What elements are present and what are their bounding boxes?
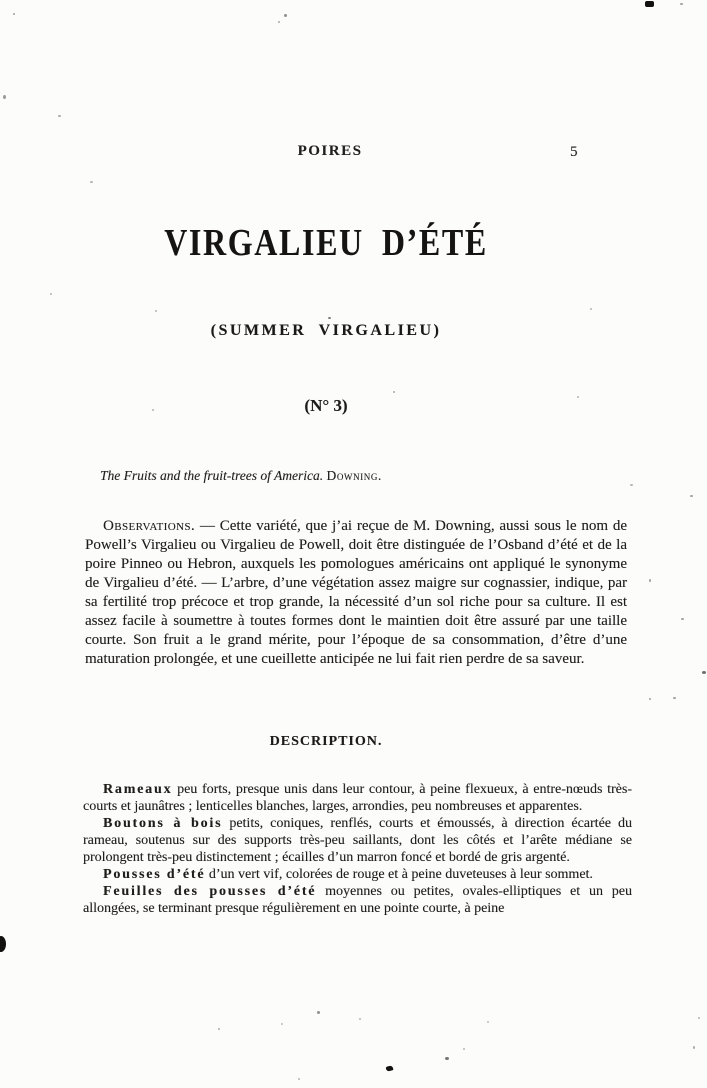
observations-lead: Observations. bbox=[103, 518, 196, 534]
term-label: Rameaux bbox=[103, 782, 173, 797]
term-text: petits, coniques, renflés, courts et émoussés, à direction écartée du rameau, soutenus sur des supports très-peu saillants, dont les côtés et l’arête médiane se prolongent très-peu distinctement ; écailles d’un marron foncé et bordé de gris argenté. bbox=[83, 816, 632, 865]
scan-speck bbox=[698, 1017, 700, 1019]
scan-speck bbox=[673, 697, 676, 699]
scan-speck bbox=[13, 13, 15, 15]
observations-body: — Cette variété, que j’ai reçue de M. Downing, aussi sous le nom de Powell’s Virgalieu ou Virgalieu de Powell, doit être distinguée de l’Osband d’été et de la poire Pinneo ou Hebron, auxquels les pomologues américains ont appliqué le synonyme de Virgalieu d’été. — L’arbre, d’une végétation assez maigre sur cognassier, indique, par sa fertilité trop précoce et trop grande, la nécessité d’un sol riche pour sa culture. Il est assez facile à soumettre à toutes formes dont le maintien doit être assuré par une taille courte. Son fruit a le grand mérite, pour l’époque de sa consommation, d’être d’une maturation prolongée, et une cueillette anticipée ne lui fait rien perdre de sa saveur. bbox=[85, 518, 628, 667]
description-item-pousses bbox=[83, 866, 632, 883]
citation-line bbox=[100, 468, 382, 484]
scan-speck bbox=[298, 1078, 300, 1080]
scan-speck bbox=[359, 1018, 361, 1020]
scan-speck bbox=[281, 1023, 283, 1025]
description-item-rameaux bbox=[83, 781, 632, 815]
scan-speck bbox=[463, 1048, 465, 1050]
ink-mark-top-right bbox=[645, 1, 654, 7]
running-header bbox=[0, 143, 660, 160]
scan-speck bbox=[680, 3, 683, 5]
scan-speck bbox=[630, 484, 633, 486]
scan-speck bbox=[284, 14, 287, 17]
scan-speck bbox=[702, 671, 706, 674]
term-label: Feuilles des pousses d’été bbox=[103, 884, 317, 899]
citation-work-title: The Fruits and the fruit-trees of America. bbox=[100, 468, 324, 483]
subtitle-english-name: (SUMMER VIRGALIEU) bbox=[210, 322, 442, 339]
series-number: (N° 3) bbox=[304, 396, 348, 415]
scan-speck bbox=[649, 579, 651, 582]
scan-speck bbox=[328, 317, 331, 319]
page-title: VIRGALIEU D’ÉTÉ bbox=[164, 222, 488, 264]
running-title: POIRES bbox=[297, 143, 363, 159]
term-text: d’un vert vif, colorées de rouge et à peine duveteuses à leur sommet. bbox=[208, 867, 593, 882]
scan-speck bbox=[50, 293, 52, 295]
scan-speck bbox=[58, 115, 61, 117]
description-heading: DESCRIPTION. bbox=[269, 734, 383, 749]
scan-speck bbox=[393, 391, 395, 393]
scan-speck bbox=[487, 1021, 489, 1023]
scan-speck bbox=[681, 618, 684, 620]
scan-speck bbox=[278, 21, 280, 23]
scan-speck bbox=[90, 181, 93, 183]
term-label: Boutons à bois bbox=[103, 816, 223, 831]
scan-speck bbox=[445, 1057, 449, 1060]
ink-blot-left-edge bbox=[0, 936, 6, 952]
scan-speck bbox=[218, 1028, 220, 1030]
scan-speck bbox=[590, 308, 592, 310]
observations-paragraph bbox=[85, 517, 627, 669]
scan-speck bbox=[317, 1011, 320, 1014]
scan-speck bbox=[693, 1046, 695, 1049]
scan-speck bbox=[155, 310, 157, 312]
page-number: 5 bbox=[570, 144, 578, 160]
term-text: moyennes ou petites, ovales-elliptiques et un peu allongées, se terminant presque régulièrement en une pointe courte, à peine bbox=[83, 884, 632, 916]
scan-speck bbox=[3, 95, 6, 99]
ink-mark-bottom bbox=[385, 1065, 393, 1072]
scan-speck bbox=[577, 396, 579, 398]
scan-speck bbox=[152, 409, 154, 411]
citation-author: Downing. bbox=[326, 468, 382, 483]
scan-speck bbox=[690, 495, 693, 497]
description-list bbox=[83, 781, 632, 917]
description-item-feuilles bbox=[83, 883, 632, 917]
description-item-boutons bbox=[83, 815, 632, 866]
term-text: peu forts, presque unis dans leur contour, à peine flexueux, à entre-nœuds très-courts et jaunâtres ; lenticelles blanches, larges, arrondies, peu nombreuses et apparentes. bbox=[83, 782, 632, 814]
term-label: Pousses d’été bbox=[103, 867, 206, 882]
scan-speck bbox=[649, 698, 651, 700]
